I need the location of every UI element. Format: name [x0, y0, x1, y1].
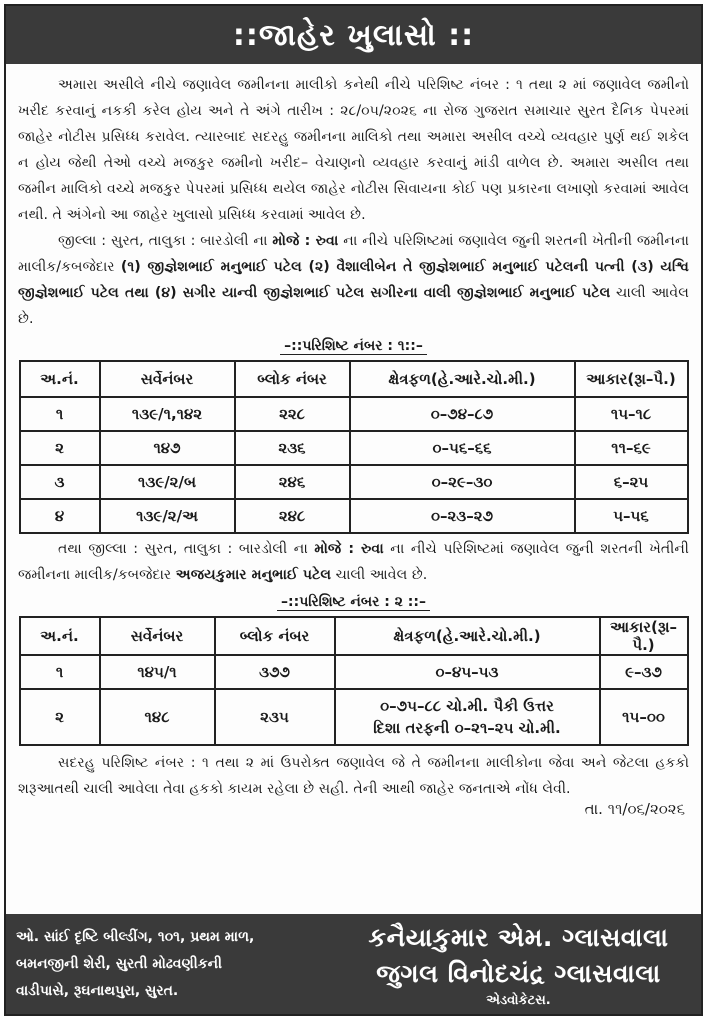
col-block: બ્લોક નંબર	[215, 617, 335, 655]
table-row	[20, 431, 688, 465]
schedule2-table	[19, 616, 689, 746]
notice-title-banner	[6, 6, 701, 64]
cell-survey: ૧૩૯/૧,૧૪૨	[100, 397, 235, 431]
cell-serial: ૧	[20, 655, 100, 689]
cell-block: ૨૩૫	[215, 689, 335, 745]
table-row	[20, 397, 688, 431]
address-line: ઓ. સાંઈ દૃષ્ટિ બીલ્ડીંગ, ૧૦૧, પ્રથમ માળ,	[16, 929, 255, 945]
col-serial: અ.નં.	[20, 361, 100, 397]
advocates-block	[336, 914, 701, 1014]
cell-assessment: ૧૧–૬૯	[575, 431, 688, 465]
col-area: ક્ષેત્રફળ(હે.આરે.ચો.મી.)	[350, 361, 575, 397]
area-line-1: ૦–૭૫–૮૮ ચો.મી. પૈકી ઉત્તર	[380, 697, 554, 715]
cell-survey: ૧૩૯/૨/બ	[100, 465, 235, 499]
location-text: જીલ્લા : સુરત, તાલુકા : બારડોલી ના	[58, 233, 273, 249]
schedule2-title: –::પરિશિષ્ટ નંબર : ૨ ::–	[6, 590, 701, 614]
cell-area: ૦–૨૩–૨૭	[350, 499, 575, 533]
schedule1-title: –::પરિશિષ્ટ નંબર : ૧::–	[6, 334, 701, 358]
col-assessment: આકાર(રૂા–પૈ.)	[600, 617, 688, 655]
address-line: વાડીપાસે, રૂઘનાથપુરા, સુરત.	[16, 983, 179, 999]
cell-assessment: ૧૫–૦૦	[600, 689, 688, 745]
cell-block: ૨૪૮	[235, 499, 350, 533]
table-row	[20, 655, 688, 689]
cell-survey: ૧૪૭	[100, 431, 235, 465]
owners-paragraph	[6, 228, 701, 332]
cell-area: ૦–૫૬–૬૬	[350, 431, 575, 465]
owner-name: અજયકુમાર મનુભાઈ પટેલ	[175, 567, 332, 583]
cell-area: ૦–૭૪–૮૭	[350, 397, 575, 431]
col-assessment: આકાર(રૂા–પૈ.)	[575, 361, 688, 397]
advocate-name-1: કનૈયાકુમાર એમ. ગ્લાસવાલા	[368, 923, 669, 952]
location-text: તથા જીલ્લા : સુરત, તાલુકા : બારડોલી ના	[58, 541, 315, 557]
col-block: બ્લોક નંબર	[235, 361, 350, 397]
cell-survey: ૧૪૮	[100, 689, 215, 745]
cell-survey: ૧૩૯/૨/અ	[100, 499, 235, 533]
col-survey: સર્વેનંબર	[100, 617, 215, 655]
cell-block: ૨૩૬	[235, 431, 350, 465]
notice-frame	[4, 4, 703, 1016]
col-survey: સર્વેનંબર	[100, 361, 235, 397]
cell-serial: ૪	[20, 499, 100, 533]
table-row	[20, 465, 688, 499]
address-line: બમનજીની શેરી, સુરતી મોઢવણીકની	[16, 956, 223, 972]
col-area: ક્ષેત્રફળ(હે.આરે.ચો.મી.)	[335, 617, 600, 655]
notice-date: તા. ૧૧/૦૬/૨૦૨૬	[584, 800, 685, 818]
village-name: મોજે : રુવા	[314, 541, 384, 557]
cell-serial: ૧	[20, 397, 100, 431]
owners-list: (૧) જીજ્ઞેશભાઈ મનુભાઈ પટેલ (૨) વૈશાલીબેન તે જીજ્ઞેશભાઈ મનુભાઈ પટેલની પત્ની (૩) યશ્વિ જીજ્ઞેશભાઈ પટેલ તથા (૪) સગીર યાન્વી જીજ્ઞેશભાઈ પટેલ સગીરના વાલી જીજ્ઞેશભાઈ મનુભાઈ પટેલ	[18, 259, 689, 301]
cell-assessment: ૧૫–૧૮	[575, 397, 688, 431]
cell-survey: ૧૪૫/૧	[100, 655, 215, 689]
cell-assessment: ૯–૩૭	[600, 655, 688, 689]
intro-paragraph: અમારા અસીલે નીચે જણાવેલ જમીનના માલીકો કનેથી નીચે પરિશિષ્ટ નંબર : ૧ તથા ૨ માં જણાવેલ જમીનો ખરીદ કરવાનું નકકી કરેલ હોય અને તે અંગે તારીખ : ૨૮/૦૫/૨૦૨૬ ના રોજ ગુજરાત સમાચાર સુરત દૈનિક પેપરમાં જાહેર નોટીસ પ્રસિધ્ધ કરાવેલ. ત્યારબાદ સદરહુ જમીનના માલિકો તથા અમારા અસીલ વચ્ચે વ્યવહાર પુર્ણ થઈ શકેલ ન હોય જેથી તેઓ વચ્ચે મજકુર જમીનો ખરીદ– વેચાણનો વ્યવહાર કરવાનું માંડી વાળેલ છે. અમારા અસીલ તથા જમીન માલિકો વચ્ચે મજકુર પેપરમાં પ્રસિધ્ધ થયેલ જાહેર નોટીસ સિવાયના કોઈ પણ પ્રકારના લખાણો કરવામાં આવેલ નથી. તે અંગેનો આ જાહેર ખુલાસો પ્રસિધ્ધ કરવામાં આવેલ છે.	[18, 77, 689, 223]
cell-serial: ૨	[20, 431, 100, 465]
middle-paragraph	[6, 536, 701, 588]
footer-bar	[6, 914, 701, 1014]
cell-area	[335, 689, 600, 745]
cell-block: ૨૨૮	[235, 397, 350, 431]
schedule2-header-row	[20, 617, 688, 655]
owner-intro-text: ના નીચે પરિશિષ્ટમાં જણાવેલ જુની શરતની ખેતીની જમીનના માલીક/કબજેદાર	[18, 541, 689, 583]
cell-assessment: ૬–૨૫	[575, 465, 688, 499]
advocate-name-2: જુગલ વિનોદચંદ્ર ગ્લાસવાલા	[376, 959, 661, 988]
area-line-2: દિશા તરફની ૦–૨૧–૨૫ ચો.મી.	[373, 719, 561, 737]
closing-paragraph: સદરહુ પરિશિષ્ટ નંબર : ૧ તથા ૨ માં ઉપરોક્ત જણાવેલ જે તે જમીનના માલીકોના જેવા અને જેટલા હકકો શરૂઆતથી ચાલી આવેલા તેવા હકકો કાયમ રહેલા છે સહી. તેની આથી જાહેર જનતાએ નોંધ લેવી.	[18, 755, 689, 797]
cell-serial: ૩	[20, 465, 100, 499]
owners-suffix: ચાલી આવેલ છે.	[18, 285, 689, 327]
cell-assessment: ૫–૫૬	[575, 499, 688, 533]
col-serial: અ.નં.	[20, 617, 100, 655]
cell-serial: ૨	[20, 689, 100, 745]
schedule1-table	[19, 360, 689, 534]
table-row	[20, 499, 688, 533]
table-row	[20, 689, 688, 745]
cell-block: ૨૪૬	[235, 465, 350, 499]
office-address	[6, 914, 336, 1014]
village-name: મોજે : રુવા	[272, 233, 339, 249]
notice-title: ::જાહેર ખુલાસો ::	[232, 17, 475, 53]
schedule1-header-row	[20, 361, 688, 397]
owners-intro-text: ના નીચે પરિશિષ્ટમાં જણાવેલ જુની શરતની ખેતીની જમીનના માલીક/કબજેદાર	[18, 233, 689, 275]
cell-area: ૦–૪૫–૫૩	[335, 655, 600, 689]
owner-suffix: ચાલી આવેલ છે.	[331, 567, 428, 583]
cell-area: ૦–૨૯–૩૦	[350, 465, 575, 499]
cell-block: ૩૭૭	[215, 655, 335, 689]
advocate-role: એડવોકેટસ.	[486, 993, 551, 1008]
